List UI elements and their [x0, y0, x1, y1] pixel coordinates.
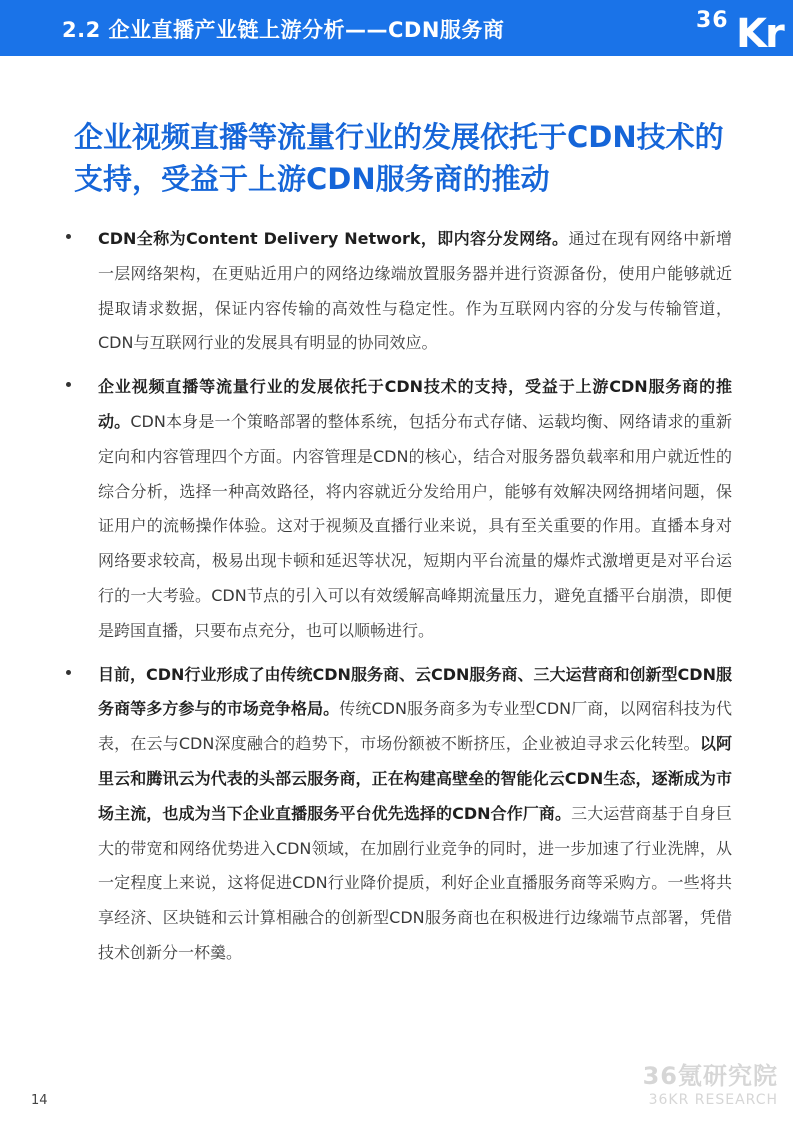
bullet-text: 通过在现有网络中新增一层网络架构，在更贴近用户的网络边缘端放置服务器并进行资源备份，使用户能够就近提取请求数据，保证内容传输的高效性与稳定性。作为互联网内容的分发与传输管道，CDN与互联网行业的发展具有明显的协同效应。 — [98, 229, 732, 353]
bullet-item — [66, 658, 732, 971]
bullet-text: CDN本身是一个策略部署的整体系统，包括分布式存储、运载均衡、网络请求的重新定向和内容管理四个方面。内容管理是CDN的核心，结合对服务器负载率和用户就近性的综合分析，选择一种高效路径，将内容就近分发给用户，能够有效解决网络拥堵问题，保证用户的流畅操作体验。这对于视频及直播行业来说，具有至关重要的作用。直播本身对网络要求较高，极易出现卡顿和延迟等状况，短期内平台流量的爆炸式激增更是对平台运行的一大考验。CDN节点的引入可以有效缓解高峰期流量压力，避免直播平台崩溃，即便是跨国直播，只要布点充分，也可以顺畅进行。 — [98, 411, 732, 640]
bullet-text: 传统CDN服务商多为专业型CDN厂商，以网宿科技为代表，在云与CDN深度融合的趋势下，市场份额被不断挤压，企业被迫寻求云化转型。 — [98, 699, 732, 754]
section-title: 2.2 企业直播产业链上游分析——CDN服务商 — [62, 18, 505, 42]
bullet-item — [66, 222, 732, 361]
bullet-paragraph — [98, 222, 732, 361]
watermark-line1: 36氪研究院 — [642, 1062, 778, 1090]
brand-logo: 36 Kr — [696, 8, 783, 57]
watermark-line2: 36KR RESEARCH — [648, 1092, 778, 1108]
bullet-dot-icon — [66, 382, 71, 387]
bullet-list — [66, 222, 732, 980]
page-number: 14 — [31, 1093, 48, 1108]
bullet-text: 三大运营商基于自身巨大的带宽和网络优势进入CDN领域，在加剧行业竞争的同时，进一步加速了行业洗牌，从一定程度上来说，这将促进CDN行业降价提质，利好企业直播服务商等采购方。一些将共享经济、区块链和云计算相融合的创新型CDN服务商也在积极进行边缘端节点部署，凭借技术创新分一杯羹。 — [98, 803, 732, 962]
bullet-text-bold: 以阿里云和腾讯云为代表的头部云服务商，正在构建高壁垒的智能化云CDN生态，逐渐成为市场主流，也成为当下企业直播服务平台优先选择的CDN合作厂商。 — [98, 734, 732, 823]
bullet-dot-icon — [66, 234, 71, 239]
bullet-paragraph — [98, 370, 732, 648]
bullet-text-bold: 企业视频直播等流量行业的发展依托于CDN技术的支持，受益于上游CDN服务商的推动。 — [98, 377, 732, 431]
bullet-dot-icon — [66, 670, 71, 675]
bullet-text-bold: CDN全称为Content Delivery Network，即内容分发网络。 — [98, 229, 569, 248]
bullet-item — [66, 370, 732, 648]
bullet-paragraph — [98, 658, 732, 971]
page-heading: 企业视频直播等流量行业的发展依托于CDN技术的支持，受益于上游CDN服务商的推动 — [74, 120, 724, 196]
header-bar — [0, 0, 793, 56]
research-watermark — [628, 1056, 778, 1108]
bullet-text-bold: 目前，CDN行业形成了由传统CDN服务商、云CDN服务商、三大运营商和创新型CDN服务商等多方参与的市场竞争格局。 — [98, 664, 732, 719]
